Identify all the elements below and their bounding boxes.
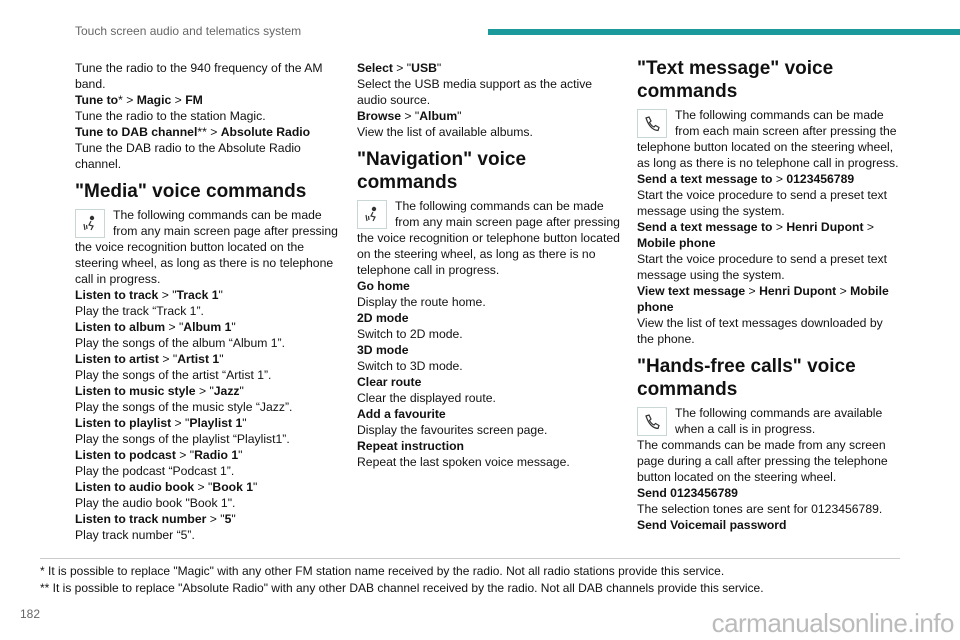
text-line: the voice recognition button located on the xyxy=(75,240,305,254)
intro-paragraph xyxy=(637,405,907,437)
command-text: Listen to artist xyxy=(75,352,159,366)
command-text: Tune to DAB channel xyxy=(75,125,198,139)
telephone-icon xyxy=(637,407,667,436)
command-text: 0123456789 xyxy=(786,172,855,186)
body-text: > " xyxy=(392,61,412,75)
command-text: Mobile xyxy=(850,284,889,298)
command-text: USB xyxy=(411,61,437,75)
command-text: Send a text message to xyxy=(637,172,773,186)
section-heading xyxy=(637,57,907,103)
body-text: > " xyxy=(158,352,178,366)
text-line xyxy=(75,447,345,463)
text-line xyxy=(75,383,345,399)
text-line: on the steering wheel, as long as there is no xyxy=(357,247,596,261)
text-line xyxy=(75,140,345,156)
text-line xyxy=(637,219,907,235)
body-text: band. xyxy=(75,77,106,91)
body-text: The commands can be made from any screen xyxy=(637,438,886,452)
command-text: 2D mode xyxy=(357,311,409,325)
text-line xyxy=(637,469,907,485)
column-3 xyxy=(637,57,907,533)
command-text: View text message xyxy=(637,284,746,298)
text-line xyxy=(75,527,345,543)
body-text: " xyxy=(231,512,236,526)
text-line xyxy=(357,108,627,124)
text-line xyxy=(357,326,627,342)
watermark: carmanualsonline.info xyxy=(711,608,954,638)
command-text: Magic xyxy=(136,93,172,107)
body-text: " xyxy=(238,448,243,462)
command-text: Tune to xyxy=(75,93,119,107)
text-line xyxy=(637,453,907,469)
text-line: from each main screen after pressing the xyxy=(675,124,897,138)
text-line xyxy=(75,495,345,511)
text-line: The following commands can be made xyxy=(113,208,322,222)
text-line xyxy=(357,92,627,108)
text-line xyxy=(637,235,907,251)
command-text: Listen to track xyxy=(75,288,159,302)
body-text: Tune the radio to the station Magic. xyxy=(75,109,266,123)
body-text: > " xyxy=(194,480,213,494)
command-text: Mobile phone xyxy=(637,236,716,250)
text-line xyxy=(637,331,907,347)
text-line xyxy=(357,278,627,294)
body-text: Play the songs of the playlist “Playlist1”. xyxy=(75,432,290,446)
text-line xyxy=(75,335,345,351)
text-line xyxy=(357,406,627,422)
text-line xyxy=(357,124,627,140)
command-text: Send Voicemail password xyxy=(637,518,787,532)
text-line xyxy=(637,283,907,299)
text-line: The following commands are available xyxy=(675,406,883,420)
voice-recognition-icon xyxy=(357,200,387,229)
heading-line: "Hands-free calls" voice xyxy=(637,356,856,377)
text-line xyxy=(75,303,345,319)
text-line xyxy=(75,319,345,335)
command-text: Listen to track number xyxy=(75,512,207,526)
body-text: channel. xyxy=(75,157,122,171)
intro-paragraph xyxy=(357,198,627,278)
body-text: message using the system. xyxy=(637,268,785,282)
text-line: telephone button located on the steering wheel, xyxy=(637,140,894,154)
body-text: Play the podcast “Podcast 1”. xyxy=(75,464,235,478)
text-line: from any main screen page after pressing xyxy=(395,215,620,229)
body-text: Start the voice procedure to send a preset text xyxy=(637,188,887,202)
body-text: " xyxy=(457,109,462,123)
text-line xyxy=(75,287,345,303)
command-text: Album 1 xyxy=(183,320,232,334)
body-text: > xyxy=(171,93,186,107)
text-line xyxy=(637,501,907,517)
text-line: the voice recognition or telephone button located xyxy=(357,231,620,245)
command-text: Playlist 1 xyxy=(189,416,243,430)
text-line: when a call is in progress. xyxy=(675,422,816,436)
command-text: Listen to music style xyxy=(75,384,196,398)
command-text: 5 xyxy=(224,512,232,526)
command-text: FM xyxy=(185,93,203,107)
command-text: Track 1 xyxy=(176,288,219,302)
body-text: Play track number “5”. xyxy=(75,528,195,542)
command-text: Listen to album xyxy=(75,320,166,334)
body-text: audio source. xyxy=(357,93,431,107)
section-heading xyxy=(637,355,907,401)
text-line xyxy=(75,108,345,124)
text-line xyxy=(75,60,345,76)
text-line: from any main screen page after pressing xyxy=(113,224,338,238)
section-heading xyxy=(357,148,627,194)
body-text: Play the audio book "Book 1". xyxy=(75,496,236,510)
body-text: " xyxy=(231,320,236,334)
body-text: Play the track “Track 1”. xyxy=(75,304,204,318)
command-text: Artist 1 xyxy=(177,352,220,366)
body-text: Tune the DAB radio to the Absolute Radio xyxy=(75,141,301,155)
body-text: " xyxy=(218,288,223,302)
column-1 xyxy=(75,60,345,543)
body-text: button located on the steering wheel. xyxy=(637,470,837,484)
body-text: > " xyxy=(158,288,177,302)
body-text: > " xyxy=(401,109,420,123)
text-line: The following commands can be made xyxy=(395,199,604,213)
text-line xyxy=(75,156,345,172)
body-text: Play the songs of the artist “Artist 1”. xyxy=(75,368,272,382)
command-text: Radio 1 xyxy=(194,448,239,462)
page-number: 182 xyxy=(20,607,41,621)
text-line xyxy=(637,315,907,331)
text-line: telephone call in progress. xyxy=(357,263,500,277)
body-text: " xyxy=(253,480,258,494)
intro-paragraph xyxy=(637,107,907,171)
command-text: Go home xyxy=(357,279,410,293)
text-line xyxy=(75,399,345,415)
command-text: Listen to podcast xyxy=(75,448,176,462)
command-text: Absolute Radio xyxy=(220,125,311,139)
body-text: > " xyxy=(206,512,225,526)
text-line xyxy=(75,367,345,383)
text-line: The following commands can be made xyxy=(675,108,884,122)
body-text: > " xyxy=(175,448,195,462)
body-text: * > xyxy=(118,93,137,107)
text-line xyxy=(637,267,907,283)
text-line xyxy=(637,171,907,187)
telephone-icon xyxy=(637,109,667,138)
command-text: Henri Dupont xyxy=(759,284,837,298)
body-text: " xyxy=(242,416,247,430)
text-line xyxy=(637,187,907,203)
text-line xyxy=(637,203,907,219)
footnote-2: ** It is possible to replace "Absolute Radio" with any other DAB channel received by the radio. Not all DAB channels provide this service. xyxy=(40,581,764,595)
command-text: Listen to audio book xyxy=(75,480,195,494)
body-text: The selection tones are sent for 0123456789. xyxy=(637,502,883,516)
text-line xyxy=(75,351,345,367)
body-text: Play the songs of the album “Album 1”. xyxy=(75,336,286,350)
body-text: message using the system. xyxy=(637,204,785,218)
body-text: Display the favourites screen page. xyxy=(357,423,548,437)
heading-line: commands xyxy=(357,172,458,193)
text-line xyxy=(357,310,627,326)
body-text: View the list of available albums. xyxy=(357,125,533,139)
text-line xyxy=(357,454,627,470)
body-text: Display the route home. xyxy=(357,295,486,309)
command-text: Add a favourite xyxy=(357,407,446,421)
text-line xyxy=(637,251,907,267)
command-text: 3D mode xyxy=(357,343,409,357)
command-text: Browse xyxy=(357,109,402,123)
heading-line: "Media" voice commands xyxy=(75,181,307,202)
body-text: " xyxy=(239,384,244,398)
command-text: Listen to playlist xyxy=(75,416,172,430)
text-line xyxy=(357,294,627,310)
heading-line: "Navigation" voice xyxy=(357,149,527,170)
command-text: phone xyxy=(637,300,674,314)
command-text: Select xyxy=(357,61,393,75)
body-text: > xyxy=(836,284,851,298)
body-text: > xyxy=(772,220,787,234)
body-text: Tune the radio to the 940 frequency of the AM xyxy=(75,61,323,75)
body-text: Repeat the last spoken voice message. xyxy=(357,455,570,469)
body-text: page during a call after pressing the telephone xyxy=(637,454,888,468)
command-text: Jazz xyxy=(213,384,240,398)
text-line xyxy=(637,437,907,453)
heading-line: "Text message" voice xyxy=(637,58,834,79)
text-line: call in progress. xyxy=(75,272,161,286)
text-line xyxy=(637,485,907,501)
command-text: Book 1 xyxy=(212,480,254,494)
text-line xyxy=(75,76,345,92)
body-text: Switch to 2D mode. xyxy=(357,327,463,341)
footnote-1: * It is possible to replace "Magic" with any other FM station name received by the radio. Not all radio stations provide this service. xyxy=(40,564,725,578)
header-accent-bar xyxy=(488,29,960,35)
body-text: Play the songs of the music style “Jazz”. xyxy=(75,400,293,414)
text-line xyxy=(75,479,345,495)
body-text: Clear the displayed route. xyxy=(357,391,496,405)
voice-recognition-icon xyxy=(75,209,105,238)
command-text: Send a text message to xyxy=(637,220,773,234)
text-line xyxy=(75,415,345,431)
text-line xyxy=(75,431,345,447)
body-text: ** > xyxy=(197,125,221,139)
body-text: > xyxy=(745,284,760,298)
text-line xyxy=(357,390,627,406)
command-text: Send 0123456789 xyxy=(637,486,738,500)
body-text: Select the USB media support as the active xyxy=(357,77,593,91)
text-line xyxy=(637,517,907,533)
section-header-title: Touch screen audio and telematics system xyxy=(75,24,302,38)
text-line xyxy=(357,422,627,438)
text-line: steering wheel, as long as there is no telephone xyxy=(75,256,334,270)
text-line: as long as there is no telephone call in progress. xyxy=(637,156,899,170)
text-line xyxy=(75,124,345,140)
text-line xyxy=(357,358,627,374)
body-text: " xyxy=(436,61,442,75)
text-line xyxy=(357,374,627,390)
intro-paragraph xyxy=(75,207,345,287)
body-text: Switch to 3D mode. xyxy=(357,359,463,373)
text-line xyxy=(75,92,345,108)
column-2 xyxy=(357,60,627,470)
text-line xyxy=(637,299,907,315)
footnote-divider xyxy=(40,558,900,559)
body-text: View the list of text messages downloaded by xyxy=(637,316,883,330)
text-line xyxy=(357,60,627,76)
command-text: Album xyxy=(419,109,458,123)
text-line xyxy=(357,342,627,358)
heading-line: commands xyxy=(637,81,738,102)
body-text: > xyxy=(863,220,875,234)
command-text: Henri Dupont xyxy=(786,220,864,234)
command-text: Clear route xyxy=(357,375,422,389)
section-heading xyxy=(75,180,345,203)
text-line xyxy=(75,511,345,527)
text-line xyxy=(357,438,627,454)
body-text: > " xyxy=(195,384,214,398)
body-text: > " xyxy=(171,416,190,430)
body-text: > " xyxy=(165,320,184,334)
command-text: Repeat instruction xyxy=(357,439,464,453)
body-text: the phone. xyxy=(637,332,695,346)
body-text: " xyxy=(219,352,224,366)
body-text: > xyxy=(772,172,787,186)
body-text: Start the voice procedure to send a preset text xyxy=(637,252,887,266)
heading-line: commands xyxy=(637,379,738,400)
text-line xyxy=(75,463,345,479)
text-line xyxy=(357,76,627,92)
